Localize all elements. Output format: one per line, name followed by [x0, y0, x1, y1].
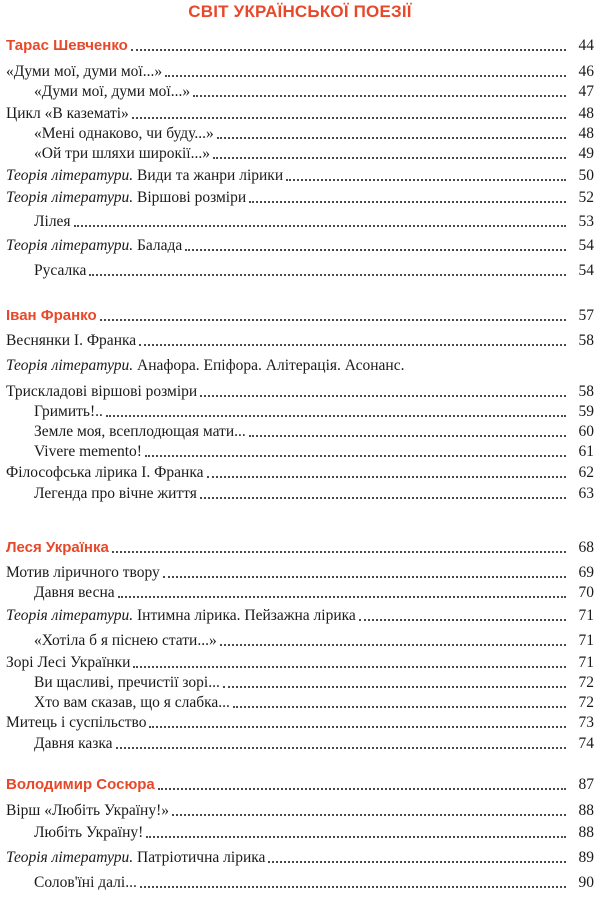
toc-entry-theory[interactable] [6, 185, 594, 207]
entry-title: Філософська лірика І. Франка [6, 464, 204, 481]
entry-title: Ви щасливі, пречистії зорі... [34, 674, 220, 691]
entry-label: Види та жанри лірики [137, 167, 284, 184]
entry-label: Анафора. Епіфора. Алітерація. Асонанс. [137, 357, 405, 374]
dot-leader [220, 644, 566, 646]
entry-title [6, 237, 185, 255]
dot-leader [223, 686, 566, 688]
toc-entry-theory[interactable] [6, 603, 594, 625]
toc-entry[interactable] [34, 258, 594, 280]
page-number: 87 [578, 776, 594, 793]
entry-title [6, 607, 359, 625]
page-number: 52 [578, 189, 594, 206]
dot-leader [200, 395, 566, 397]
toc-entry-theory[interactable] [6, 163, 594, 185]
page-number: 44 [578, 37, 594, 54]
page-number: 49 [578, 145, 594, 162]
toc-entry[interactable] [34, 731, 594, 753]
entry-title: «Думи мої, думи мої...» [34, 83, 191, 100]
page-number: 54 [578, 237, 594, 254]
page-number: 57 [578, 307, 594, 324]
toc-entry[interactable] [34, 870, 594, 892]
dot-leader [193, 95, 566, 97]
page-number: 89 [578, 849, 594, 866]
dot-leader [200, 497, 566, 499]
dot-leader [233, 706, 566, 708]
dot-leader [146, 836, 566, 838]
toc-entry[interactable] [34, 580, 594, 602]
toc-entry[interactable] [6, 379, 594, 401]
toc-entry[interactable] [34, 820, 594, 842]
page-number: 46 [578, 63, 594, 80]
dot-leader [163, 576, 566, 578]
dot-leader [268, 861, 566, 863]
toc-entry[interactable] [6, 101, 594, 123]
page-number: 69 [578, 564, 594, 581]
toc-entry[interactable] [34, 419, 594, 441]
toc-entry[interactable] [34, 439, 594, 461]
page-number: 47 [578, 83, 594, 100]
entry-title [6, 357, 407, 375]
page-number: 53 [578, 213, 594, 230]
dot-leader [172, 814, 566, 816]
entry-title: «Ой три шляхи широкії...» [34, 145, 210, 162]
page-number: 88 [578, 824, 594, 841]
author-name: Іван Франко [6, 307, 97, 324]
page-number: 58 [578, 332, 594, 349]
page-number: 48 [578, 125, 594, 142]
page-number: 59 [578, 403, 594, 420]
dot-leader [118, 596, 566, 598]
theory-prefix: Теорія літератури. [6, 189, 134, 206]
dot-leader [145, 455, 566, 457]
dot-leader [217, 137, 566, 139]
theory-prefix: Теорія літератури. [6, 237, 134, 254]
entry-title: Лілея [34, 213, 71, 230]
toc-entry[interactable] [6, 560, 594, 582]
toc-entry[interactable] [6, 460, 594, 482]
page-title: СВІТ УКРАЇНСЬКОЇ ПОЕЗІЇ [188, 2, 412, 21]
toc-entry[interactable] [6, 328, 594, 350]
entry-title: Русалка [34, 262, 87, 279]
entry-title: «Думи мої, думи мої...» [6, 63, 163, 80]
entry-title: Митець і суспільство [6, 714, 147, 731]
dot-leader [132, 117, 566, 119]
page-number: 61 [578, 443, 594, 460]
entry-title: Вірш «Любіть Україну!» [6, 802, 169, 819]
toc-entry[interactable] [34, 399, 594, 421]
toc-entry[interactable] [34, 121, 594, 143]
dot-leader [359, 619, 566, 621]
entry-label: Патріотична лірика [137, 849, 266, 866]
dot-leader [213, 157, 566, 159]
toc-author-ukrainka[interactable] [6, 535, 594, 557]
dot-leader [249, 435, 566, 437]
page-number: 60 [578, 423, 594, 440]
dot-leader [158, 788, 566, 790]
entry-title: Мотив ліричного твору [6, 564, 160, 581]
dot-leader [131, 49, 566, 51]
dot-leader [133, 666, 566, 668]
toc-entry[interactable] [34, 209, 594, 231]
author-name: Тарас Шевченко [6, 37, 128, 54]
entry-title: Трискладові віршові розміри [6, 383, 198, 400]
page-number: 71 [578, 654, 594, 671]
toc-entry-theory[interactable] [6, 233, 594, 255]
page-number: 72 [578, 694, 594, 711]
page-number: 70 [578, 584, 594, 601]
theory-prefix: Теорія літератури. [6, 357, 134, 374]
toc-author-sosiura[interactable] [6, 772, 594, 794]
entry-title [6, 849, 268, 867]
toc-entry[interactable] [6, 650, 594, 672]
page-number: 54 [578, 262, 594, 279]
dot-leader [185, 249, 566, 251]
author-name: Леся Українка [6, 539, 109, 556]
entry-title [6, 167, 286, 185]
entry-title: Солов'їні далі... [34, 874, 137, 891]
dot-leader [165, 75, 566, 77]
author-name: Володимир Сосюра [6, 776, 155, 793]
theory-prefix: Теорія літератури. [6, 849, 134, 866]
entry-title: Давня весна [34, 584, 115, 601]
dot-leader [286, 179, 566, 181]
dot-leader [149, 726, 566, 728]
toc-entry[interactable] [34, 79, 594, 101]
theory-prefix: Теорія літератури. [6, 167, 134, 184]
dot-leader [140, 886, 566, 888]
dot-leader [249, 201, 566, 203]
page-number: 72 [578, 674, 594, 691]
toc-entry[interactable] [6, 59, 594, 81]
toc-entry[interactable] [6, 798, 594, 820]
page-number: 58 [578, 383, 594, 400]
page-number: 88 [578, 802, 594, 819]
dot-leader [106, 415, 566, 417]
page-number: 71 [578, 607, 594, 624]
entry-title: Цикл «В казематі» [6, 105, 129, 122]
toc-entry-theory[interactable] [6, 353, 407, 375]
toc-entry[interactable] [34, 481, 594, 503]
page-number: 48 [578, 105, 594, 122]
entry-title: «Хотіла б я піснею стати...» [34, 632, 217, 649]
toc-entry[interactable] [34, 628, 594, 650]
dot-leader [139, 344, 566, 346]
entry-title: Vivere memento! [34, 443, 142, 460]
page-number: 90 [578, 874, 594, 891]
toc-author-shevchenko[interactable] [6, 33, 594, 55]
entry-label: Балада [137, 237, 183, 254]
dot-leader [112, 551, 566, 553]
page-number: 50 [578, 167, 594, 184]
toc-entry[interactable] [34, 141, 594, 163]
page-number: 62 [578, 464, 594, 481]
dot-leader [74, 225, 566, 227]
dot-leader [116, 747, 566, 749]
toc-entry[interactable] [6, 710, 594, 732]
entry-label: Віршові розміри [137, 189, 247, 206]
entry-title: Зорі Лесі Українки [6, 654, 131, 671]
dot-leader [100, 319, 566, 321]
entry-title: «Мені однаково, чи буду...» [34, 125, 214, 142]
entry-label: Інтимна лірика. Пейзажна лірика [137, 607, 356, 624]
entry-title: Давня казка [34, 735, 113, 752]
toc-entry[interactable] [34, 690, 594, 712]
page-number: 63 [578, 485, 594, 502]
entry-title: Земле моя, всеплодющая мати... [34, 423, 246, 440]
page-number: 71 [578, 632, 594, 649]
toc-entry[interactable] [34, 670, 594, 692]
page-number: 73 [578, 714, 594, 731]
toc-entry-theory[interactable] [6, 845, 594, 867]
entry-title: Хто вам сказав, що я слабка... [34, 694, 230, 711]
entry-title: Гримить!.. [34, 403, 103, 420]
entry-title: Веснянки І. Франка [6, 332, 137, 349]
entry-title: Любіть Україну! [34, 824, 144, 841]
dot-leader [207, 476, 567, 478]
page-number: 74 [578, 735, 594, 752]
toc-author-franko[interactable] [6, 303, 594, 325]
theory-prefix: Теорія літератури. [6, 607, 134, 624]
entry-title: Легенда про вічне життя [34, 485, 197, 502]
page-number: 68 [578, 539, 594, 556]
dot-leader [89, 274, 566, 276]
entry-title [6, 189, 249, 207]
